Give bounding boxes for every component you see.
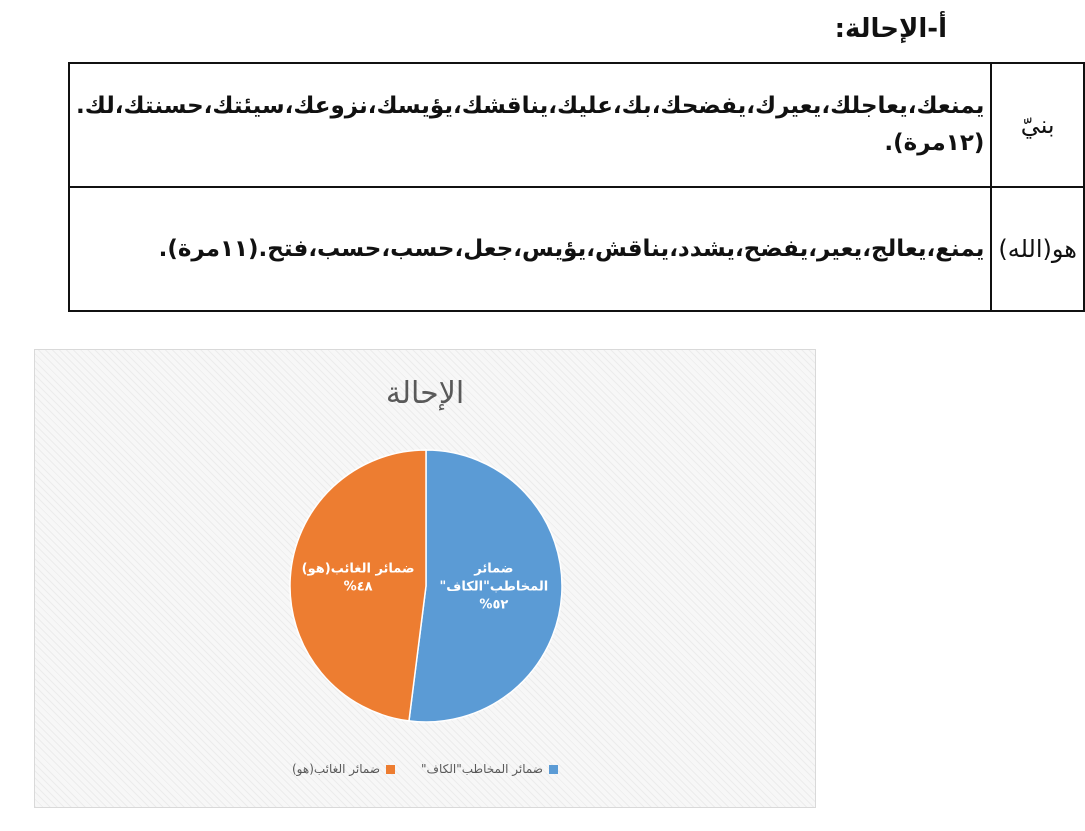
table-row [69,63,1084,187]
legend-swatch [386,765,395,774]
legend-swatch [549,765,558,774]
legend-item [421,762,558,776]
reference-table [68,62,1085,312]
section-heading: أ-الإحالة: [834,14,947,44]
legend-label: ضمائر الغائب(هو) [292,762,381,776]
row-words: يمنعك،يعاجلك،يعيرك،يفضحك،بك،عليك،يناقشك،يؤيسك،نزوعك،سيئتك،حسنتك،لك.(١٢مرة). [69,63,991,187]
row-label: بنيّ [991,63,1084,187]
pie-chart [34,349,816,808]
table-row [69,187,1084,311]
legend-label: ضمائر المخاطب"الكاف" [421,762,543,776]
row-label: هو(الله) [991,187,1084,311]
slice-label: ضمائر المخاطب"الكاف" ٥٢% [439,561,549,613]
chart-title: الإحالة [385,376,465,411]
legend-item [292,762,395,776]
row-words: يمنع،يعالج،يعير،يفضح،يشدد،يناقش،يؤيس،جعل،حسب،حسب،فتح.(١١مرة). [69,187,991,311]
pie-chart-svg [35,350,817,809]
slice-label: ضمائر الغائب(هو) ٤٨% [301,561,415,595]
chart-legend [35,762,815,776]
